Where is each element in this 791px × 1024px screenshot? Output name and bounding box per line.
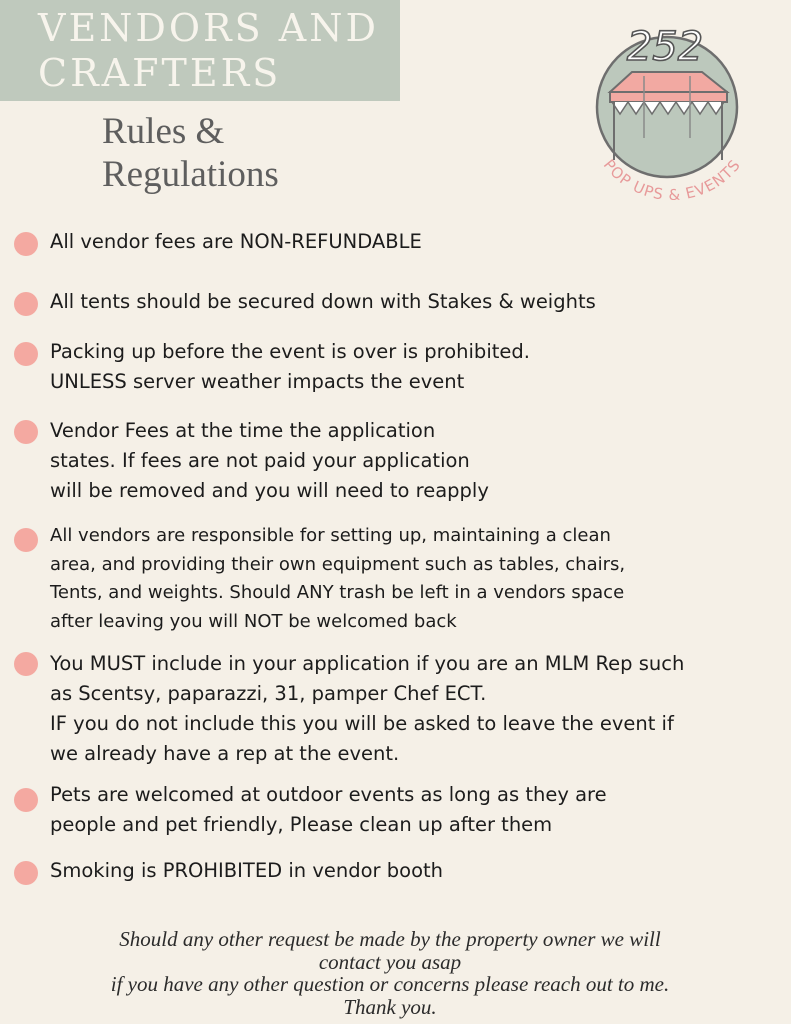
bullet (14, 652, 38, 676)
rule-text: Pets are welcomed at outdoor events as long as they are people and pet friendly, Please clean up after them (50, 783, 607, 836)
bullet (14, 292, 38, 316)
rule-text: Smoking is PROHIBITED in vendor booth (50, 859, 444, 882)
logo-number: 252 (626, 24, 704, 70)
bullet (14, 342, 38, 366)
bullet (14, 420, 38, 444)
bullet (14, 788, 38, 812)
bullet (14, 528, 38, 552)
bullet (14, 232, 38, 256)
page-title: VENDORS AND CRAFTERS (38, 6, 379, 95)
rule-text: Packing up before the event is over is prohibited. UNLESS server weather impacts the event (50, 340, 530, 393)
bullet (14, 861, 38, 885)
rule-text: All tents should be secured down with Stakes & weights (50, 290, 596, 313)
rule-text: You MUST include in your application if you are an MLM Rep such as Scentsy, paparazzi, 31, pamper Chef ECT. IF you do not include this you will be asked to leave the event if we already have a rep at the event. (50, 652, 685, 765)
rule-text: All vendors are responsible for setting up, maintaining a clean area, and providing their own equipment such as tables, chairs, Tents, and weights. Should ANY trash be left in a vendors space after leaving you will NOT be welcomed back (50, 525, 626, 632)
logo-arc-label: POP UPS & EVENTS (599, 155, 745, 200)
rule-text: Vendor Fees at the time the application states. If fees are not paid your application will be removed and you will need to reapply (50, 419, 489, 502)
rule-text: All vendor fees are NON-REFUNDABLE (50, 230, 422, 253)
page-subtitle: Rules & Regulations (102, 111, 279, 195)
footer-note: Should any other request be made by the property owner we will contact you asap if you have any other question or concerns please reach out to me. Thank you. (110, 927, 670, 1019)
